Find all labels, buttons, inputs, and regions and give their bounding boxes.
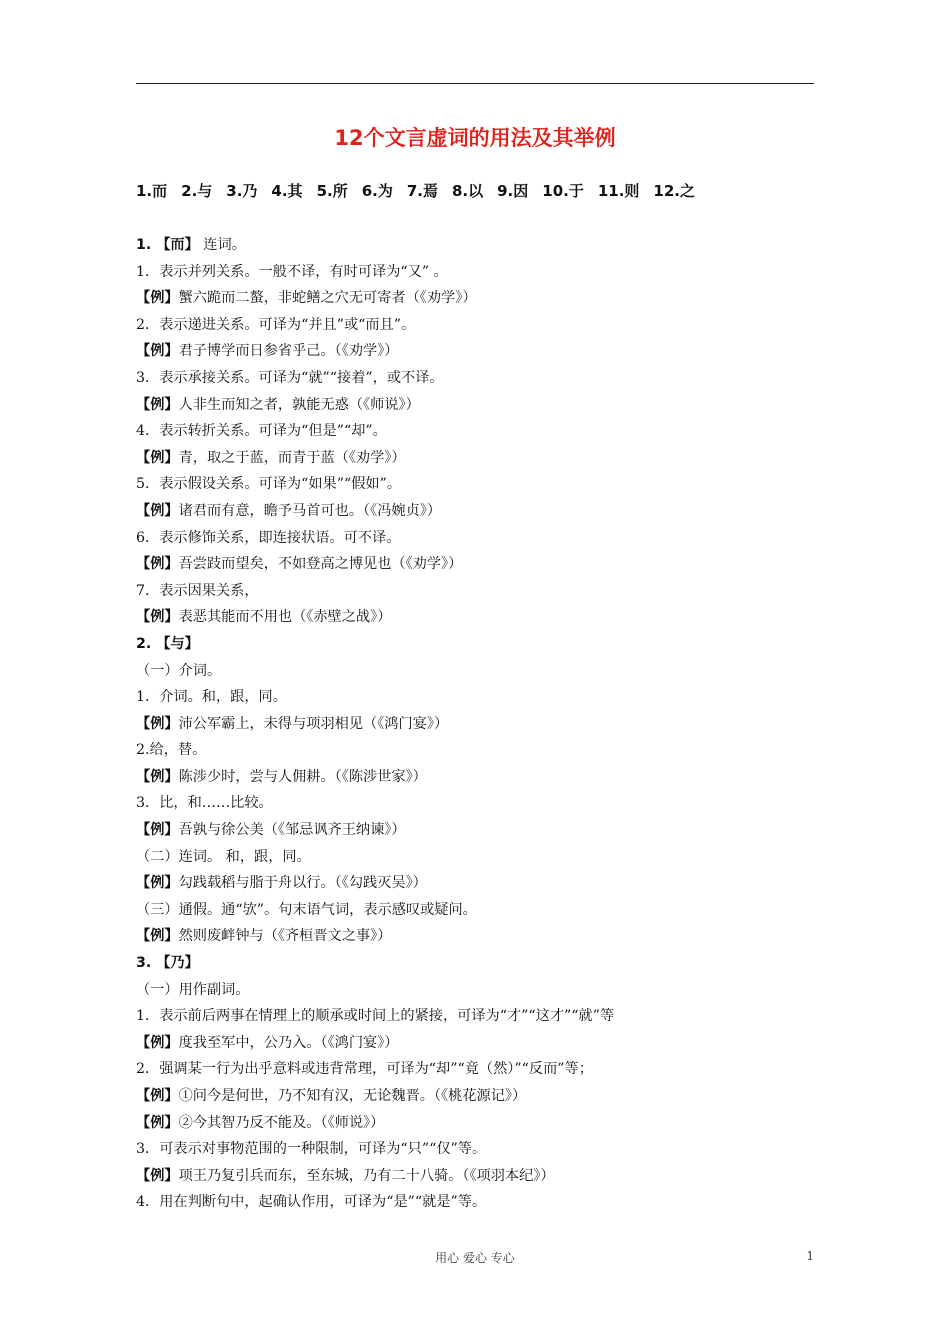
- example-marker: 【例】: [136, 715, 179, 732]
- text-line: [136, 844, 826, 871]
- text-line: [136, 471, 826, 498]
- text-line: [136, 1110, 826, 1137]
- toc-item: 5.所: [316, 182, 348, 200]
- line-text: 3．可表示对事物范围的一种限制，可译为“只”“仅”等。: [136, 1141, 487, 1158]
- toc-item: 8.以: [451, 182, 484, 200]
- line-text: 2．强调某一行为出乎意料或违背常理，可译为“却”“竟（然）”“反而”等；: [136, 1061, 593, 1078]
- text-line: [136, 1083, 826, 1110]
- line-text: 度我至军中，公乃入。（《鸿门宴》）: [178, 1034, 399, 1051]
- line-text: 1．表示并列关系。一般不译，有时可译为“又” 。: [136, 263, 448, 280]
- line-text: 表恶其能而不用也（《赤壁之战》）: [178, 609, 392, 626]
- line-text: 4．表示转折关系。可译为“但是”“却”。: [136, 423, 387, 440]
- text-line: [136, 1163, 826, 1190]
- example-marker: 【例】: [136, 290, 179, 307]
- line-text: 4．用在判断句中，起确认作用，可译为“是”“就是”等。: [136, 1194, 487, 1211]
- example-marker: 【例】: [136, 609, 179, 626]
- toc-item: 2.与: [181, 182, 213, 200]
- text-line: [136, 897, 826, 924]
- text-line: [136, 551, 826, 578]
- line-text: 然则废衅钟与（《齐桓晋文之事》）: [178, 928, 392, 945]
- example-marker: 【例】: [136, 875, 179, 892]
- line-text: 诸君而有意，瞻予马首可也。（《冯婉贞》）: [178, 502, 442, 519]
- section-heading: 1. 【而】: [136, 237, 199, 253]
- line-text: （二）连词。 和，跟，同。: [136, 848, 311, 865]
- line-text: （三）通假。通“欤”。句末语气词，表示感叹或疑问。: [136, 901, 477, 918]
- line-text: （一）用作副词。: [136, 981, 250, 998]
- toc-item: 3.乃: [226, 182, 258, 200]
- text-line: [136, 1056, 826, 1083]
- line-text: 5．表示假设关系。可译为“如果”“假如”。: [136, 476, 402, 493]
- text-line: [136, 1003, 826, 1030]
- section-heading: 3. 【乃】: [136, 955, 199, 972]
- text-line: [136, 232, 826, 259]
- example-marker: 【例】: [136, 1114, 179, 1131]
- example-marker: 【例】: [136, 928, 179, 945]
- line-text: ①问今是何世，乃不知有汉，无论魏晋。（《桃花源记》）: [178, 1088, 527, 1104]
- example-marker: 【例】: [136, 502, 179, 519]
- line-text: 人非生而知之者，孰能无惑（《师说》）: [178, 396, 420, 413]
- line-text: 项王乃复引兵而东，至东城，乃有二十八骑。（《项羽本纪》）: [178, 1167, 555, 1184]
- line-text: 君子博学而日参省乎己。（《劝学》）: [178, 343, 399, 360]
- example-marker: 【例】: [136, 1167, 179, 1184]
- footer-text: 用心 爱心 专心: [435, 1251, 515, 1265]
- toc-item: 4.其: [271, 182, 303, 200]
- text-line: [136, 631, 826, 658]
- line-text: 1．表示前后两事在情理上的顺承或时间上的紧接，可译为“才”“这才”“就”等: [136, 1008, 615, 1025]
- line-text: 青，取之于蓝，而青于蓝（《劝学》）: [178, 449, 406, 466]
- text-line: [136, 923, 826, 950]
- line-text: 6．表示修饰关系，即连接状语。可不译。: [136, 529, 401, 546]
- text-line: [136, 977, 826, 1004]
- document-title: 12个文言虚词的用法及其举例: [334, 126, 616, 150]
- example-marker: 【例】: [136, 1034, 179, 1051]
- line-text: 勾践载稻与脂于舟以行。（《勾践灭吴》）: [178, 875, 427, 892]
- text-line: [136, 950, 826, 977]
- line-text: （一）介词。: [136, 662, 222, 679]
- text-line: [136, 737, 826, 764]
- example-marker: 【例】: [136, 449, 179, 466]
- line-text: 沛公军霸上，未得与项羽相见（《鸿门宴》）: [178, 715, 449, 732]
- toc-item: 1.而: [136, 182, 168, 200]
- text-line: [136, 365, 826, 392]
- line-text: 陈涉少时，尝与人佣耕。（《陈涉世家》）: [178, 768, 427, 785]
- text-line: [136, 338, 826, 365]
- text-line: [136, 578, 826, 605]
- text-line: [136, 392, 826, 419]
- toc-item: 9.因: [497, 182, 529, 200]
- text-line: [136, 285, 826, 312]
- text-line: [136, 604, 826, 631]
- text-line: [136, 817, 826, 844]
- text-line: [136, 525, 826, 552]
- example-marker: 【例】: [136, 768, 179, 785]
- line-text: 1．介词。和，跟，同。: [136, 689, 287, 706]
- text-line: [136, 259, 826, 286]
- example-marker: 【例】: [136, 1088, 179, 1104]
- toc-item: 12.之: [653, 182, 695, 200]
- text-line: [136, 418, 826, 445]
- text-line: [136, 445, 826, 472]
- toc-item: 6.为: [361, 182, 393, 200]
- header-rule: [136, 83, 814, 84]
- section-heading: 2. 【与】: [136, 635, 199, 652]
- example-marker: 【例】: [136, 343, 179, 360]
- example-marker: 【例】: [136, 556, 179, 573]
- text-line: [136, 764, 826, 791]
- text-line: [136, 312, 826, 339]
- text-line: [136, 1030, 826, 1057]
- example-marker: 【例】: [136, 396, 179, 413]
- text-line: [136, 684, 826, 711]
- page-number: 1: [806, 1249, 814, 1263]
- example-marker: 【例】: [136, 822, 179, 839]
- text-line: [136, 498, 826, 525]
- document-body: [136, 232, 826, 1216]
- text-line: [136, 711, 826, 738]
- text-line: [136, 1189, 826, 1216]
- toc-item: 7.焉: [406, 182, 438, 200]
- text-line: [136, 658, 826, 685]
- line-text: 吾尝跂而望矣，不如登高之博见也（《劝学》）: [178, 556, 463, 573]
- toc: [136, 180, 709, 201]
- toc-item: 11.则: [597, 182, 640, 200]
- line-text: 7．表示因果关系，: [136, 582, 259, 599]
- text-line: [136, 790, 826, 817]
- line-text: ②今其智乃反不能及。（《师说》）: [178, 1114, 385, 1131]
- line-text: 2.给，替。: [136, 742, 207, 759]
- line-text: 连词。: [198, 237, 246, 253]
- text-line: [136, 870, 826, 897]
- text-line: [136, 1136, 826, 1163]
- line-text: 3．表示承接关系。可译为“就”“接着”，或不译。: [136, 369, 444, 386]
- line-text: 2．表示递进关系。可译为“并且”或“而且”。: [136, 316, 416, 333]
- toc-item: 10.于: [542, 182, 584, 200]
- line-text: 蟹六跪而二螯，非蛇鳝之穴无可寄者（《劝学》）: [178, 290, 477, 307]
- line-text: 吾孰与徐公美（《邹忌讽齐王纳谏》）: [178, 822, 406, 839]
- line-text: 3．比，和……比较。: [136, 795, 273, 812]
